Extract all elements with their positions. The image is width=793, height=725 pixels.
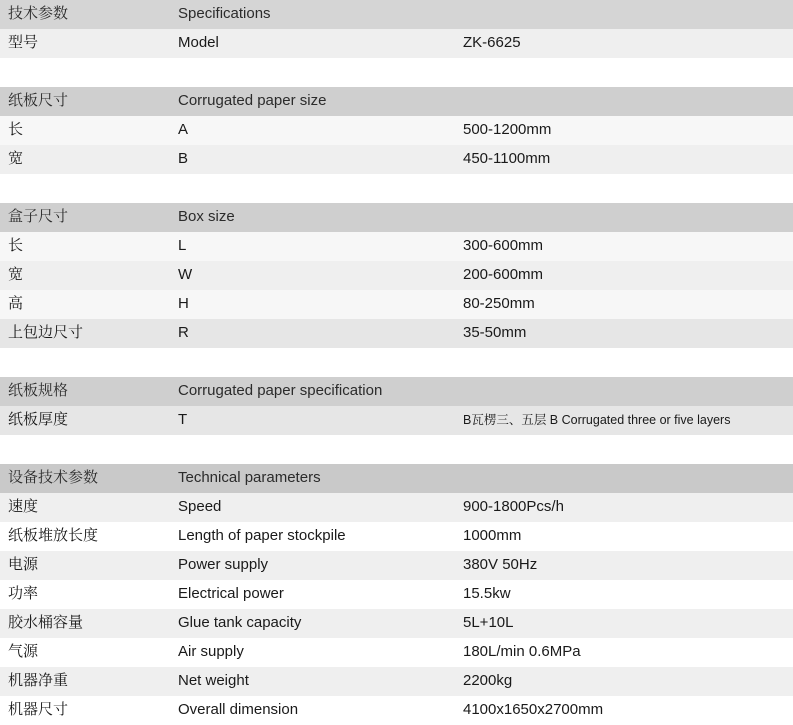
row-label-en: Specifications: [170, 0, 455, 29]
row-label-cn: 设备技术参数: [0, 464, 170, 493]
row-label-en: Power supply: [170, 551, 455, 580]
table-row: [0, 464, 793, 493]
row-separator: [0, 348, 793, 377]
table-row: [0, 638, 793, 667]
row-label-cn: 胶水桶容量: [0, 609, 170, 638]
row-value: [455, 203, 793, 232]
row-value: 380V 50Hz: [455, 551, 793, 580]
row-label-en: R: [170, 319, 455, 348]
row-value: 2200kg: [455, 667, 793, 696]
row-label-en: L: [170, 232, 455, 261]
row-label-en: W: [170, 261, 455, 290]
row-label-cn: 长: [0, 116, 170, 145]
row-value: 200-600mm: [455, 261, 793, 290]
row-label-cn: 机器净重: [0, 667, 170, 696]
table-row: [0, 145, 793, 174]
row-separator: [0, 58, 793, 87]
row-label-en: Technical parameters: [170, 464, 455, 493]
table-row: [0, 667, 793, 696]
row-label-cn: 宽: [0, 145, 170, 174]
row-label-en: A: [170, 116, 455, 145]
row-label-cn: 速度: [0, 493, 170, 522]
row-label-cn: 气源: [0, 638, 170, 667]
table-row: [0, 0, 793, 29]
row-value: 900-1800Pcs/h: [455, 493, 793, 522]
row-label-en: Model: [170, 29, 455, 58]
table-row: [0, 290, 793, 319]
row-value: 450-1100mm: [455, 145, 793, 174]
row-label-cn: 上包边尺寸: [0, 319, 170, 348]
row-value: [455, 377, 793, 406]
row-label-en: B: [170, 145, 455, 174]
table-row: [0, 377, 793, 406]
row-label-en: Length of paper stockpile: [170, 522, 455, 551]
table-row: [0, 580, 793, 609]
table-row: [0, 406, 793, 435]
table-row: [0, 609, 793, 638]
row-label-en: Electrical power: [170, 580, 455, 609]
row-label-cn: 纸板尺寸: [0, 87, 170, 116]
row-value: 4100x1650x2700mm: [455, 696, 793, 725]
row-label-en: Speed: [170, 493, 455, 522]
row-label-cn: 型号: [0, 29, 170, 58]
table-row: [0, 203, 793, 232]
row-separator: [0, 435, 793, 464]
row-value: 500-1200mm: [455, 116, 793, 145]
row-value: [455, 0, 793, 29]
row-value: 15.5kw: [455, 580, 793, 609]
row-label-en: T: [170, 406, 455, 435]
table-row: [0, 522, 793, 551]
row-label-cn: 高: [0, 290, 170, 319]
row-value: ZK-6625: [455, 29, 793, 58]
row-label-cn: 机器尺寸: [0, 696, 170, 725]
row-label-cn: 电源: [0, 551, 170, 580]
row-label-en: Glue tank capacity: [170, 609, 455, 638]
row-label-en: Air supply: [170, 638, 455, 667]
table-row: [0, 87, 793, 116]
table-row: [0, 696, 793, 725]
row-value: 35-50mm: [455, 319, 793, 348]
row-value: 80-250mm: [455, 290, 793, 319]
row-label-cn: 纸板规格: [0, 377, 170, 406]
row-value: [455, 464, 793, 493]
row-value: 180L/min 0.6MPa: [455, 638, 793, 667]
row-label-cn: 技术参数: [0, 0, 170, 29]
row-label-cn: 盒子尺寸: [0, 203, 170, 232]
row-value: 5L+10L: [455, 609, 793, 638]
row-value: B瓦楞三、五层 B Corrugated three or five layers: [455, 406, 793, 435]
table-row: [0, 29, 793, 58]
table-row: [0, 232, 793, 261]
table-row: [0, 261, 793, 290]
row-value: 300-600mm: [455, 232, 793, 261]
row-label-cn: 纸板堆放长度: [0, 522, 170, 551]
table-row: [0, 493, 793, 522]
row-value: [455, 87, 793, 116]
row-label-cn: 功率: [0, 580, 170, 609]
row-separator: [0, 174, 793, 203]
table-row: [0, 116, 793, 145]
row-label-en: Corrugated paper size: [170, 87, 455, 116]
row-label-en: Overall dimension: [170, 696, 455, 725]
row-label-en: Box size: [170, 203, 455, 232]
table-row: [0, 319, 793, 348]
row-label-en: Net weight: [170, 667, 455, 696]
table-row: [0, 551, 793, 580]
row-value: 1000mm: [455, 522, 793, 551]
row-label-cn: 长: [0, 232, 170, 261]
row-label-cn: 宽: [0, 261, 170, 290]
row-label-cn: 纸板厚度: [0, 406, 170, 435]
row-label-en: Corrugated paper specification: [170, 377, 455, 406]
row-label-en: H: [170, 290, 455, 319]
